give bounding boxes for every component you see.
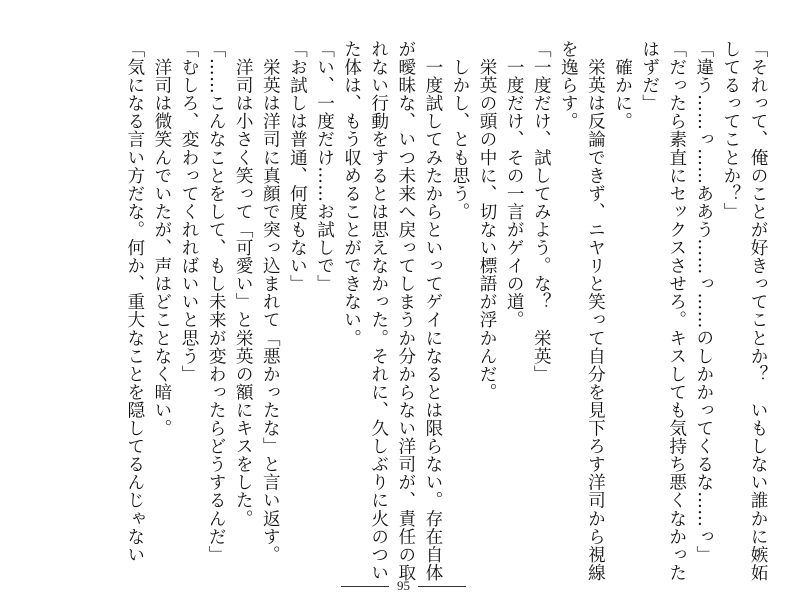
text-line: た体は、もう収めることができない。 <box>341 40 362 347</box>
text-line: 「お試しは普通、何度もない」 <box>287 40 308 293</box>
page-number: 95 <box>397 578 410 593</box>
text-line: 「それって、俺のことが好きってことか？ いもしない誰かに嫉妬 <box>748 40 768 582</box>
text-line: してるってことか？」 <box>720 40 741 221</box>
text-line: 「気になる言い方だな。何か、重大なことを隠してるんじゃない <box>124 40 145 564</box>
text-line: 一度試してみたからといってゲイになるとは限らない。存在自体 <box>422 40 443 582</box>
text-line: 洋司は小さく笑って「可愛い」と栄英の額にキスをした。 <box>233 40 254 528</box>
vertical-text-block <box>121 40 771 582</box>
text-line: 「だったら素直にセックスさせろ。キスしても気持ち悪くなかった <box>666 40 687 582</box>
text-line: 「……こんなことをして、もし未来が変わったらどうするんだ」 <box>206 40 227 564</box>
text-line: 「い、一度だけ……お試しで」 <box>314 40 335 293</box>
text-line: 確かに。 <box>612 40 633 131</box>
text-line: 一度だけ、その一言がゲイの道。 <box>504 40 525 329</box>
text-line: が曖昧な、いつ未来へ戻ってしまうか分からない洋司が、責任の取 <box>395 40 416 582</box>
text-line: 「むしろ、変わってくれればいいと思う」 <box>179 40 200 383</box>
text-line: を逸らす。 <box>558 40 579 131</box>
text-line: はずだ」 <box>639 40 660 113</box>
text-line: 栄英の頭の中に、切ない標語が浮かんだ。 <box>477 40 498 401</box>
text-line: れない行動をするとは思えなかった。それに、久しぶりに火のつい <box>368 40 389 582</box>
text-line: 「違う……っ……ああう……っ……のしかかってくるな……っ」 <box>693 40 714 564</box>
footer-rule-right <box>418 586 466 587</box>
text-line: しかし、とも思う。 <box>449 40 470 221</box>
text-line: 栄英は反論できず、ニヤリと笑って自分を見下ろす洋司から視線 <box>585 40 606 582</box>
page-footer <box>0 578 807 594</box>
text-line: 洋司は微笑んでいたが、声はどことなく暗い。 <box>151 40 172 438</box>
text-line: 栄英は洋司に真顔で突っ込まれて「悪かったな」と言い返す。 <box>260 40 281 564</box>
footer-rule-left <box>341 586 389 587</box>
text-line: 「一度だけ、試してみよう。な？ 栄英」 <box>531 40 552 383</box>
